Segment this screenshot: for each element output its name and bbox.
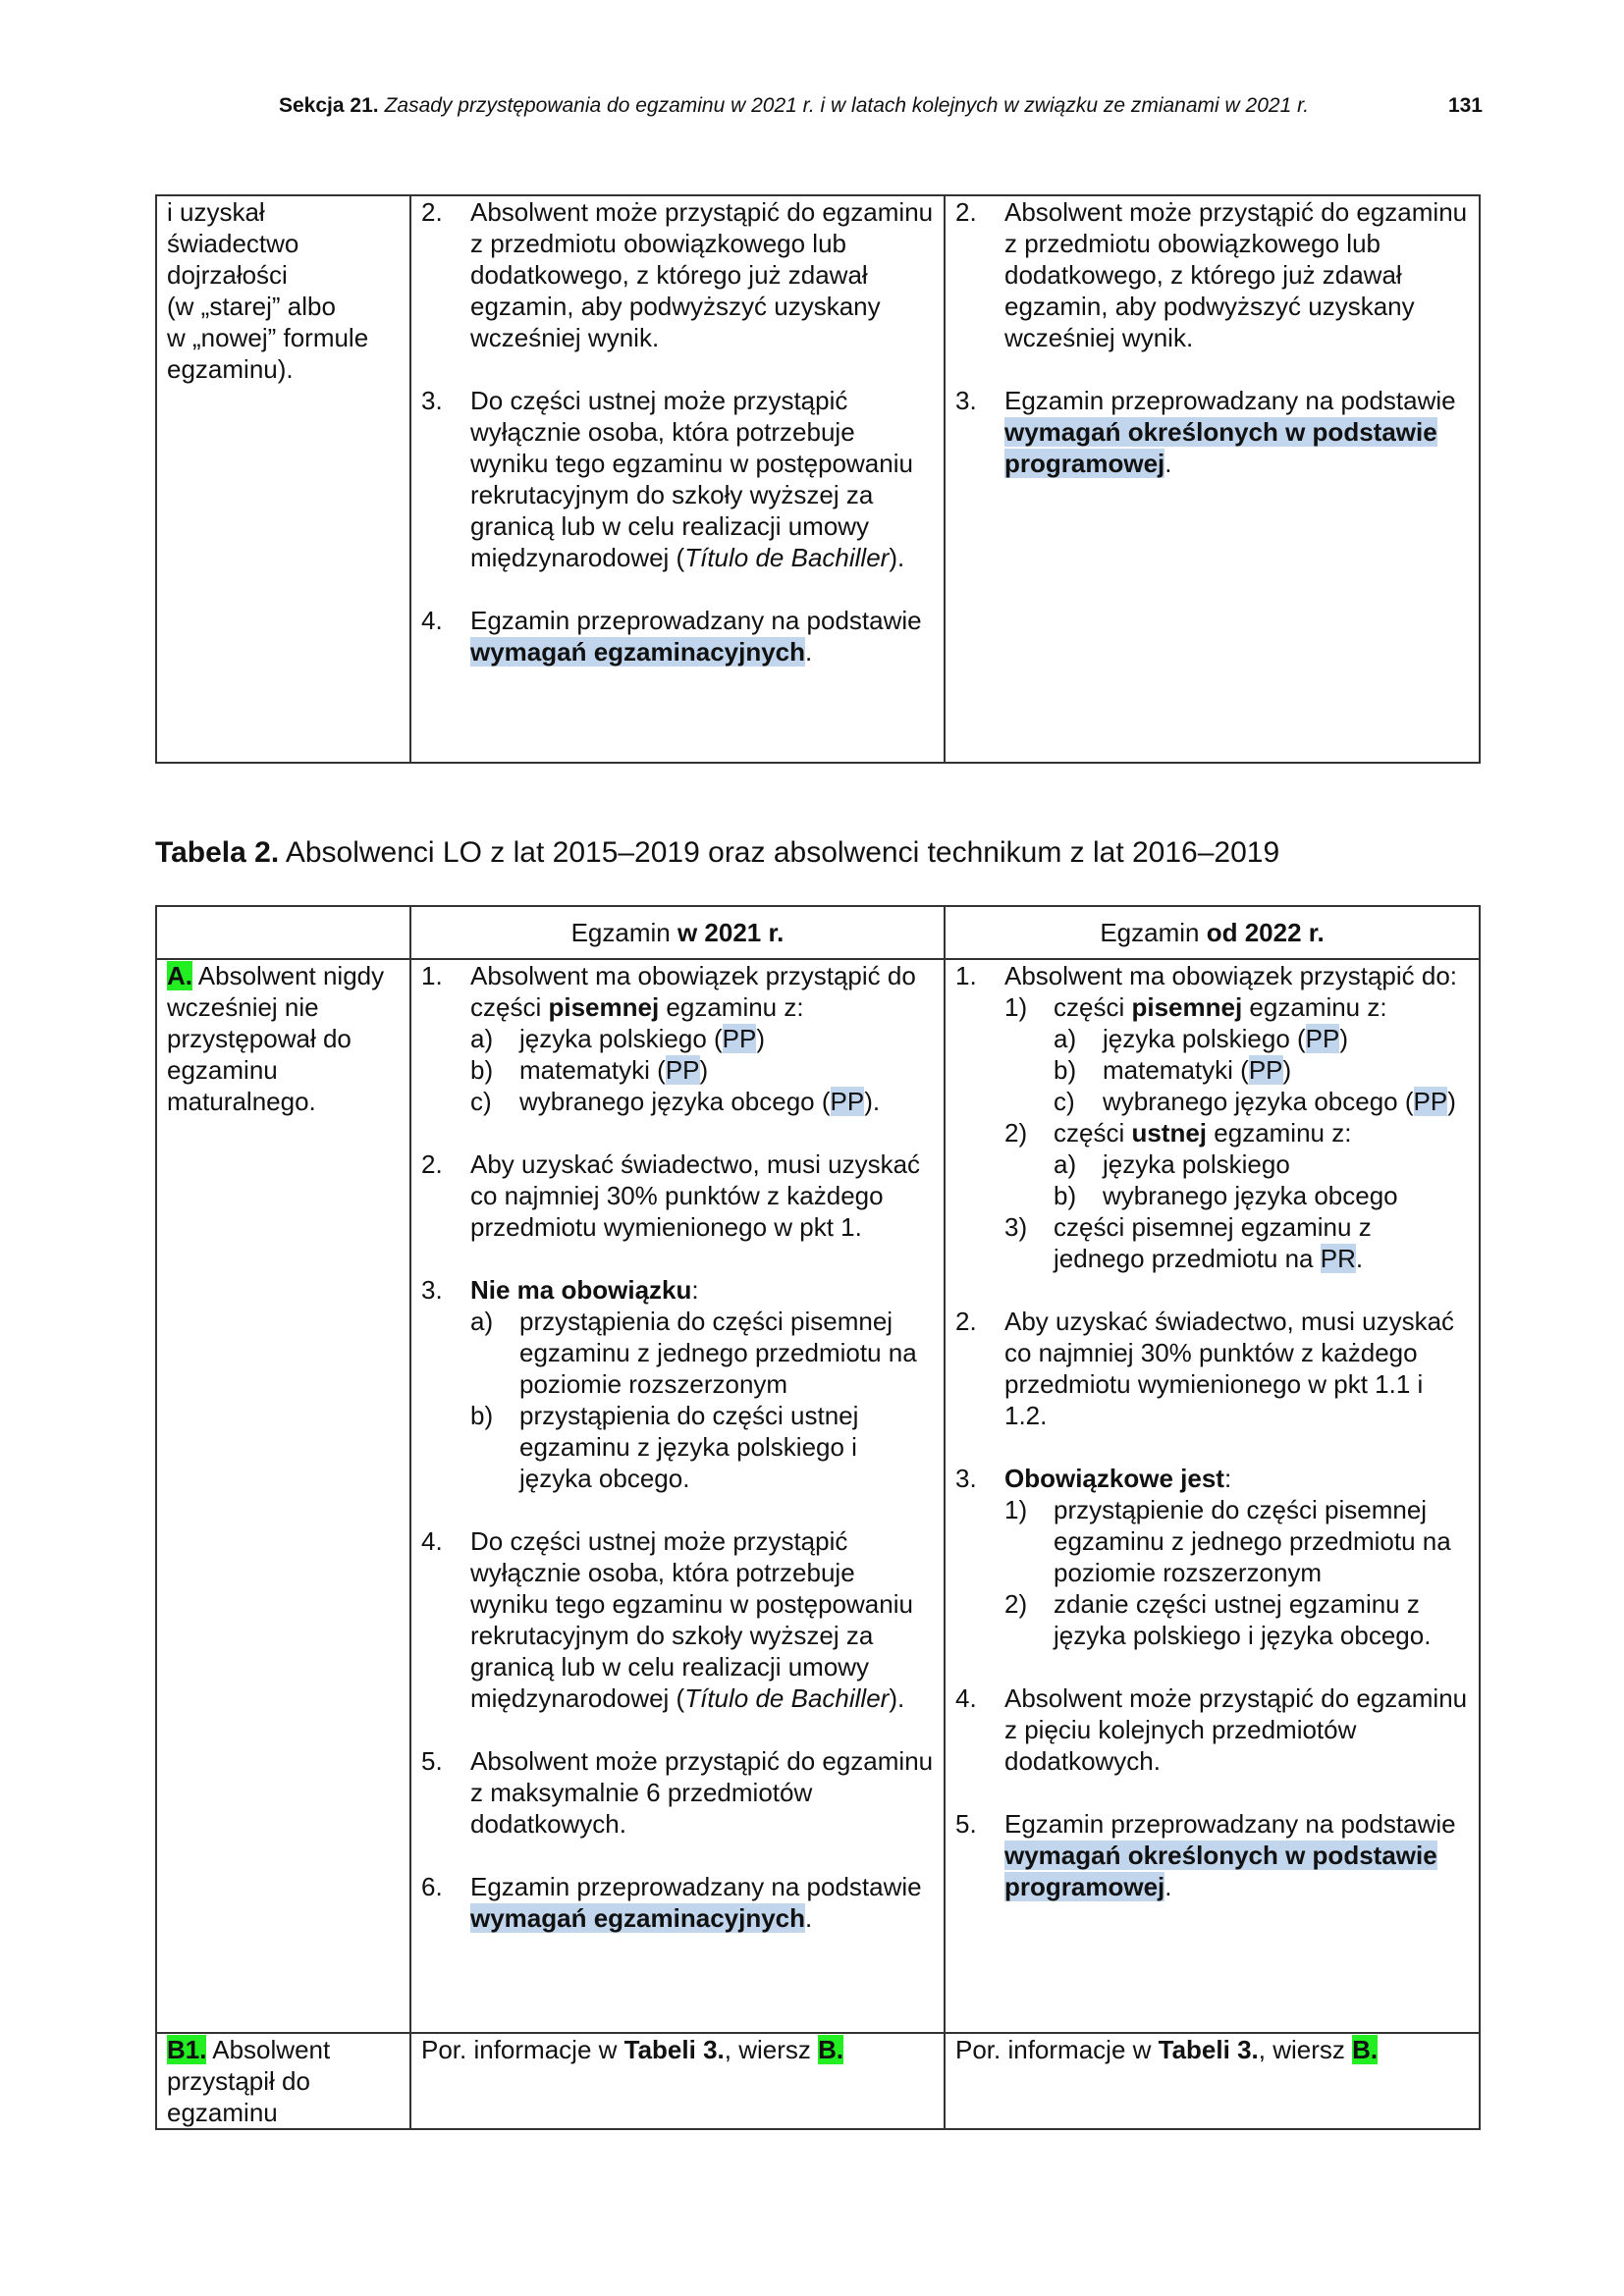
list-item: 4. Absolwent może przystąpić do egzaminu z pięciu kolejnych przedmiotów dodatkowych.	[955, 1683, 1468, 1776]
page-header	[279, 94, 1483, 124]
list-item	[421, 605, 934, 667]
table-row-b1	[156, 2033, 1480, 2129]
list-item	[955, 196, 1469, 353]
exam-2021-cell: Por. informacje w Tabeli 3., wiersz B.	[410, 2033, 945, 2129]
table-2-caption: Tabela 2. Absolwenci LO z lat 2015–2019 oraz absolwenci technikum z lat 2016–2019	[155, 836, 1280, 869]
table-reference: Tabeli 3.	[1158, 2035, 1259, 2064]
row-tag: B1.	[167, 2035, 207, 2064]
empty-header-cell	[156, 906, 410, 959]
row-label-cell	[156, 195, 410, 763]
row-label-cell: B1. Absolwent przystąpił do egzaminu	[156, 2033, 410, 2129]
list-item: 1. Absolwent ma obowiązek przystąpić do: 1) części pisemnej egzaminu z: a) języka polskiego (PP) b) matematyki (PP) c) wybranego języka obcego (PP) 2) części ustnej egzaminu z: a) języka polskiego b) wybranego języka obcego 3) części pisemnej egzaminu z jednego przedmiotu na PR.	[955, 961, 1458, 1273]
list-item: 4. Do części ustnej może przystąpić wyłącznie osoba, która potrzebuje wyniku tego egzaminu w postępowaniu rekrutacyjnym do szkoły wyższej za granicą lub w celu realizacji umowy międzynarodowej (Título de Bachiller).	[421, 1526, 913, 1713]
exam-2022-cell: Por. informacje w Tabeli 3., wiersz B.	[945, 2033, 1480, 2129]
highlighted-term: wymagań egzaminacyjnych	[470, 637, 806, 667]
page-number: 131	[1447, 94, 1483, 117]
list-item: 5. Egzamin przeprowadzany na podstawie wymagań określonych w podstawie programowej.	[955, 1809, 1456, 1901]
highlighted-term: wymagań określonych w podstawie programowej	[1004, 417, 1437, 478]
item-text: Egzamin przeprowadzany na podstawie wymagań określonych w podstawie programowej.	[1004, 386, 1456, 478]
item-number: 3.	[421, 386, 443, 415]
exam-2021-cell	[410, 195, 945, 763]
item-number: 2.	[955, 197, 977, 227]
list-item	[955, 385, 1469, 479]
item-number: 3.	[955, 386, 977, 415]
row-label-cell: A. Absolwent nigdy wcześniej nie przystępował do egzaminu maturalnego.	[156, 959, 410, 2033]
header-exam-2022: Egzamin od 2022 r.	[945, 906, 1480, 959]
section-label: Sekcja 21.	[279, 94, 379, 117]
label-line: dojrzałości	[167, 260, 288, 290]
item-text: Egzamin przeprowadzany na podstawie wymagań egzaminacyjnych.	[470, 606, 922, 667]
table-header-row	[156, 906, 1480, 959]
list-item: 6. Egzamin przeprowadzany na podstawie wymagań egzaminacyjnych.	[421, 1872, 922, 1933]
exam-2022-cell	[945, 195, 1480, 763]
item-number: 4.	[421, 606, 443, 635]
item-number: 2.	[421, 197, 443, 227]
label-line: egzaminu).	[167, 354, 294, 384]
label-line: w „nowej” formule	[167, 323, 369, 352]
section-title: Zasady przystępowania do egzaminu w 2021 r. i w latach kolejnych w związku ze zmianami w 2021 r.	[384, 94, 1310, 117]
item-text: Absolwent może przystąpić do egzaminu z przedmiotu obowiązkowego lub dodatkowego, z którego już zdawał egzamin, aby podwyższyć uzyskany wcześniej wynik.	[470, 197, 934, 352]
table-row-a	[156, 959, 1480, 2033]
list-item: 3. Obowiązkowe jest: 1) przystąpienie do części pisemnej egzaminu z jednego przedmiotu na poziomie rozszerzonym 2) zdanie części ustnej egzaminu z języka polskiego i języka obcego.	[955, 1464, 1451, 1650]
row-tag: A.	[167, 961, 192, 990]
label-line: (w „starej” albo	[167, 292, 336, 321]
highlighted-term: wymagań egzaminacyjnych	[470, 1903, 806, 1933]
label-line: i uzyskał	[167, 197, 265, 227]
item-text: Do części ustnej może przystąpić wyłącznie osoba, która potrzebuje wyniku tego egzaminu w postępowaniu rekrutacyjnym do szkoły wyższej za granicą lub w celu realizacji umowy międzynarodowej (Título de Bachiller).	[470, 386, 913, 572]
list-item: 5. Absolwent może przystąpić do egzaminu z maksymalnie 6 przedmiotów dodatkowych.	[421, 1746, 934, 1839]
list-item: 2. Aby uzyskać świadectwo, musi uzyskać co najmniej 30% punktów z każdego przedmiotu wymienionego w pkt 1.	[421, 1149, 921, 1242]
list-item: 2. Aby uzyskać świadectwo, musi uzyskać co najmniej 30% punktów z każdego przedmiotu wymienionego w pkt 1.1 i 1.2.	[955, 1307, 1455, 1430]
list-item	[421, 385, 934, 573]
list-item: 1. Absolwent ma obowiązek przystąpić do części pisemnej egzaminu z: a) języka polskiego (PP) b) matematyki (PP) c) wybranego języka obcego (PP).	[421, 961, 916, 1116]
table-1-continuation	[155, 194, 1481, 764]
exam-2021-cell	[410, 959, 945, 2033]
highlighted-term: wymagań określonych w podstawie programowej	[1004, 1841, 1437, 1901]
exam-2022-cell	[945, 959, 1480, 2033]
table-row	[156, 195, 1480, 763]
item-text: Absolwent może przystąpić do egzaminu z przedmiotu obowiązkowego lub dodatkowego, z którego już zdawał egzamin, aby podwyższyć uzyskany wcześniej wynik.	[1004, 197, 1468, 352]
header-exam-2021: Egzamin w 2021 r.	[410, 906, 945, 959]
list-item: 3. Nie ma obowiązku: a) przystąpienia do części pisemnej egzaminu z jednego przedmiotu na poziomie rozszerzonym b) przystąpienia do części ustnej egzaminu z języka polskiego i języka obcego.	[421, 1275, 917, 1493]
table-reference: Tabeli 3.	[623, 2035, 725, 2064]
list-item	[421, 196, 934, 353]
label-line: świadectwo	[167, 229, 299, 258]
table-2	[155, 905, 1481, 2130]
